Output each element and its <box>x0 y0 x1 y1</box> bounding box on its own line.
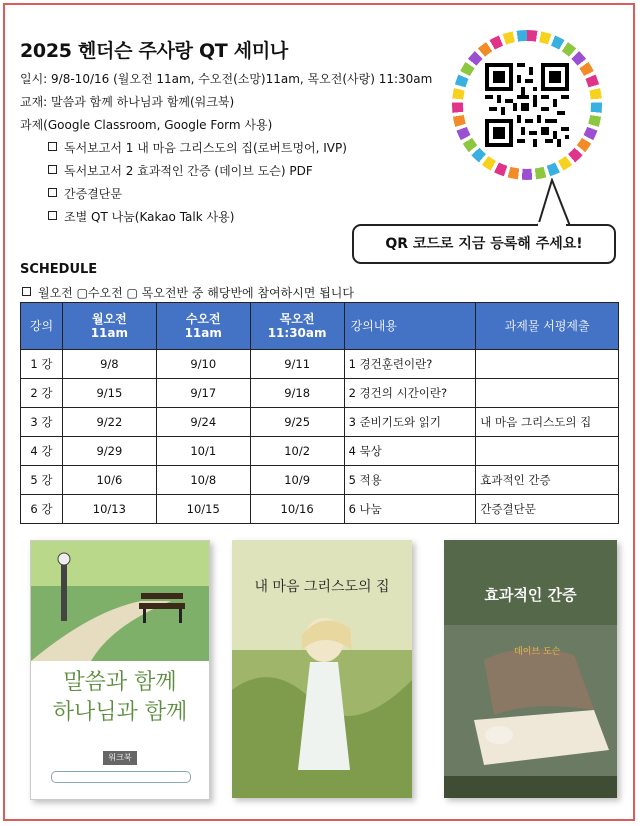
qr-code-icon[interactable] <box>485 63 569 147</box>
checkbox-icon <box>48 188 57 197</box>
table-cell: 10/16 <box>250 495 344 524</box>
reading-hands-photo <box>444 540 617 798</box>
col-header-wed: 수오전 11am <box>156 303 250 350</box>
table-cell: 10/13 <box>62 495 156 524</box>
table-cell: 10/9 <box>250 466 344 495</box>
table-cell: 내 마음 그리스도의 집 <box>476 408 619 437</box>
book1-title-line2: 하나님과 함께 <box>52 700 188 725</box>
table-cell: 10/6 <box>62 466 156 495</box>
schedule-heading: SCHEDULE <box>20 262 98 277</box>
table-cell: 9/15 <box>62 379 156 408</box>
table-cell <box>476 437 619 466</box>
table-row <box>21 408 619 437</box>
table-row <box>21 379 619 408</box>
col-header-content: 강의내용 <box>344 303 476 350</box>
book2-title: 내 마음 그리스도의 집 <box>254 579 390 595</box>
table-cell: 9/24 <box>156 408 250 437</box>
table-cell: 5 적용 <box>344 466 476 495</box>
assignment-item: 독서보고서 1 내 마음 그리스도의 집(로버트멍어, IVP) <box>48 140 347 156</box>
callout-joint <box>538 222 566 226</box>
table-cell: 4 강 <box>21 437 63 466</box>
table-cell: 9/29 <box>62 437 156 466</box>
table-row <box>21 437 619 466</box>
book-cover-2 <box>232 540 412 798</box>
book1-workbook-tag: 워크북 <box>103 751 137 765</box>
table-cell: 10/8 <box>156 466 250 495</box>
checkbox-icon <box>48 211 57 220</box>
qr-ring <box>452 30 602 180</box>
table-cell: 2 강 <box>21 379 63 408</box>
assignment-item: 독서보고서 2 효과적인 간증 (데이브 도슨) PDF <box>48 163 313 179</box>
park-bench-illustration <box>31 541 209 661</box>
table-cell: 9/18 <box>250 379 344 408</box>
table-cell: 1 경건훈련이란? <box>344 350 476 379</box>
table-cell: 6 강 <box>21 495 63 524</box>
register-callout: QR 코드로 지금 등록해 주세요! <box>352 224 616 264</box>
qr-inner <box>463 41 591 169</box>
table-cell: 간증결단문 <box>476 495 619 524</box>
table-cell: 9/25 <box>250 408 344 437</box>
schedule-table <box>20 302 619 524</box>
checkbox-icon <box>48 142 57 151</box>
col-header-mon: 월오전 11am <box>62 303 156 350</box>
classes-note: 월오전 ▢수오전 ▢ 목오전반 중 해당반에 참여하시면 됩니다 <box>22 284 354 301</box>
table-cell: 1 강 <box>21 350 63 379</box>
table-row <box>21 495 619 524</box>
assignments-line: 과제(Google Classroom, Google Form 사용) <box>20 118 273 132</box>
table-header-row <box>21 303 619 350</box>
table-cell: 6 나눔 <box>344 495 476 524</box>
checkbox-icon <box>48 165 57 174</box>
table-cell: 4 묵상 <box>344 437 476 466</box>
table-cell <box>476 350 619 379</box>
assignment-item: 간증결단문 <box>48 186 122 202</box>
table-cell: 9/10 <box>156 350 250 379</box>
table-cell: 9/11 <box>250 350 344 379</box>
table-cell: 9/17 <box>156 379 250 408</box>
table-cell: 10/2 <box>250 437 344 466</box>
page-title: 2025 헨더슨 주사랑 QT 세미나 <box>20 40 288 62</box>
table-cell: 2 경건의 시간이란? <box>344 379 476 408</box>
table-cell: 효과적인 간증 <box>476 466 619 495</box>
book-cover-1 <box>30 540 210 800</box>
textbook-line: 교재: 말씀과 함께 하나님과 함께(워크북) <box>20 95 235 109</box>
table-cell <box>476 379 619 408</box>
checkbox-icon <box>22 287 31 296</box>
book1-ribbon <box>51 771 191 783</box>
book-cover-3 <box>444 540 617 798</box>
col-header-thu: 목오전 11:30am <box>250 303 344 350</box>
table-cell: 9/22 <box>62 408 156 437</box>
table-cell: 3 강 <box>21 408 63 437</box>
schedule-line: 일시: 9/8-10/16 (월오전 11am, 수오전(소망)11am, 목오전(사랑) 11:30am <box>20 72 433 86</box>
table-cell: 3 준비기도와 읽기 <box>344 408 476 437</box>
table-cell: 9/8 <box>62 350 156 379</box>
table-cell: 5 강 <box>21 466 63 495</box>
col-header-lecture: 강의 <box>21 303 63 350</box>
callout-tail <box>528 178 588 228</box>
table-cell: 10/1 <box>156 437 250 466</box>
table-row <box>21 466 619 495</box>
book1-title-line1: 말씀과 함께 <box>63 670 177 695</box>
table-row <box>21 350 619 379</box>
book3-title: 효과적인 간증 <box>484 586 577 604</box>
assignment-item: 조별 QT 나눔(Kakao Talk 사용) <box>48 209 234 225</box>
table-cell: 10/15 <box>156 495 250 524</box>
book3-author: 데이브 도슨 <box>514 647 561 657</box>
col-header-assignment: 과제물 서평제출 <box>476 303 619 350</box>
